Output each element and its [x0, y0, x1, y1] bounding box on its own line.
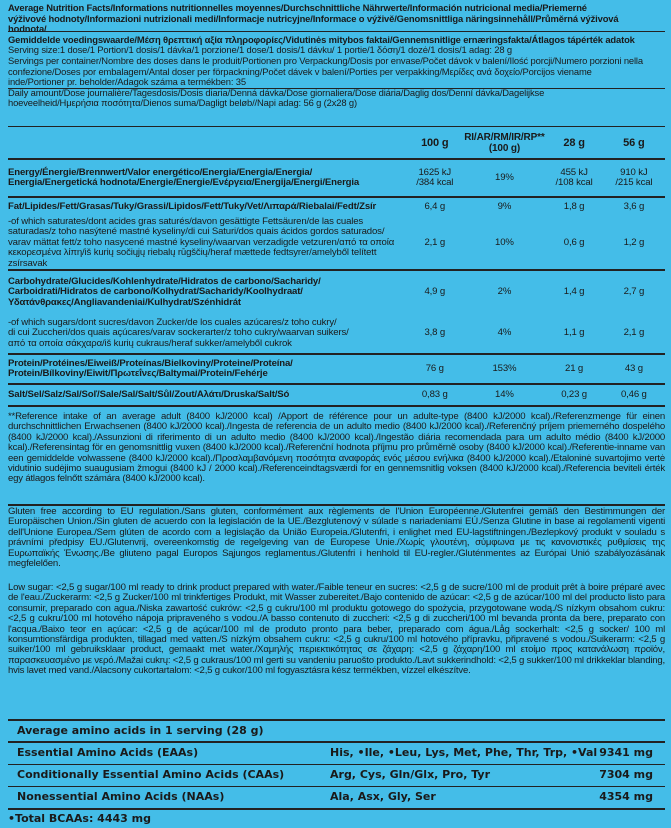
sugar-claims: Low sugar: <2,5 g sugar/100 ml ready to drink product prepared with water./Faible teneur en sucres: <2,5 g de sucre/100 ml de produit prêt à boire préparé avec de l'eau./Zuckerarm: <2,5 g Zucker/100 ml trinkfertiges Produkt, mit Wasser zubereitet./Bajo contenido de azúcar: <2,5 g de azúcar/100 ml del producto listo para consumir, preparado con agua./Niska zawartość cukrów: <2,5 g cukru/100 ml produktu gotowego do spożycia, przygotowane wodą./S nízkym obsahom cukru: <2,5 g cukru/100 ml hotového nápoja pripraveného s vodou./A basso contenuto di zuccheri: <2,5 g di zuccheri/100 ml bevanda pronta da bere, preparato con l'acqua./Baixo teor en açúcar: <2,5 g de açúcar/100 ml de produto pronto para beber, preparado com água./Låg sockerhalt: <2,5 g socker/ 100 ml konsumtionsfärdiga produkten, tillagad med vatten./S nízkým obsahem cukru: <2,5 g cukru/100 ml hotového přípravku, připravené s vodou./Suikerarm: <2,5 g suiker/100 ml gebruiksklaar product, gemaakt met water./Χαμηλής περιεκτικότητας σε ζάχαρη: <2,5 g ζάχαρη/100 ml ετοίμο πρoς κατανάλωση προϊόν, παρασκευασμένο με νερό./Mažai cukrų: <2,5 g cukraus/100 ml gerti su vandeniu paruošto produkto./Lavt sukkerindhold: <2,5 g sukker/100 ml drikkeklar blanding, hvis lavet med vand./Alacsony cukortartalom: <2,5 g cukor/100 ml fogyasztásra kész termékben, vízzel elkészítve. [8, 582, 665, 677]
bcaa-total: •Total BCAAs: 4443 mg [8, 812, 151, 825]
column-header: 100 g [406, 128, 463, 159]
column-header: 56 g [603, 128, 665, 159]
cell-value: 2,1 g [406, 217, 463, 270]
cell-value: 1,2 g [603, 217, 665, 270]
column-header: RI/AR/RM/IR/RP** (100 g) [463, 128, 545, 159]
cell-value: 3,6 g [623, 201, 645, 213]
row-label: Salt/Sel/Salz/Sal/Soľ/Sale/Sal/Salt/Sůl/Zout/Αλάτι/Druska/Salt/Só [8, 384, 406, 406]
divider [8, 126, 665, 127]
gluten-claims: Gluten free according to EU regulation./Sans gluten, conformément aux règlements de l'Union Européenne./Glutenfrei gemäß den Bestimmungen der Europäischen Union./Sin gluten de acuerdo con la legislación de la UE./Bezglutenový v súlade s nariadeniami EÚ./Senza Glutine in base ai regolamenti vigenti dell'Unione Europea./Sem glúten de acordo com a legislação da União Europeia./Glutenfri, i enlighet med EU-lagstiftningen./Bezlepkový produkt v souladu s právními předpisy EU./Glutenvrij, overeenkomstig de regelgeving van de Europese Unie./Χωρίς γλουτένη, σύμφωνα με τις κανονιστικές ρυθμίσεις της Ευρωπαϊκής Ένωσης./Be gliuteno pagal Europos Sąjungos reglamentus./Glutenfri i henhold til EU-regler./Gluténmentes az Európai Unió szabályozásának megfelelően. [8, 506, 665, 570]
cell-value: 455 kJ /108 kcal [545, 159, 602, 197]
table-row [8, 384, 665, 406]
cell-value: 14% [463, 384, 545, 406]
amino-row [8, 765, 665, 785]
daily-line: Daily amount/Dose journalière/Tagesdosis/Dosis diaria/Denná dávka/Dose giornaliera/Dose diária/Daglig dos/Denní dávka/Dagelijkse [8, 87, 545, 99]
amino-title: Average amino acids in 1 serving (28 g) [17, 724, 264, 737]
amino-group-name: Nonessential Amino Acids (NAAs) [17, 790, 225, 803]
table-row [8, 270, 665, 314]
amino-amount: 7304 mg [599, 768, 653, 781]
table-row [8, 217, 665, 270]
nutrition-table [8, 128, 665, 407]
divider [8, 88, 665, 89]
amino-amount: 9341 mg [599, 746, 653, 759]
amino-list: His, •Ile, •Leu, Lys, Met, Phe, Thr, Trp, •Val [330, 746, 598, 759]
cell-value: 10% [463, 217, 545, 270]
cell-value: 9% [497, 201, 512, 213]
serving-line: inde/Portioner pr. beholder/Adagok száma a termékben: 35 [8, 77, 246, 89]
cell-value: 1625 kJ /384 kcal [406, 159, 463, 197]
cell-value: 4,9 g [424, 286, 446, 298]
amino-row [8, 743, 665, 763]
amino-group-name: Essential Amino Acids (EAAs) [17, 746, 199, 759]
table-row [8, 314, 665, 354]
cell-value: 0,83 g [406, 384, 463, 406]
cell-value: 1,4 g [563, 286, 585, 298]
amino-acids-section [8, 721, 665, 828]
cell-value: 21 g [545, 354, 602, 384]
cell-value: 1,1 g [545, 314, 602, 354]
cell-value: 0,46 g [603, 384, 665, 406]
row-label: Carbohydrate/Glucides/Kohlenhydrate/Hidratos de carbono/Sacharidy/ Carboidrati/Hidratos de carbono/Kolhydrat/Sacharidy/Koolhydraat/ Υδατάνθρακες/Angliavandeniai/Kulhydrat/Szénhidrát [8, 275, 321, 308]
amino-list: Arg, Cys, Gln/Glx, Pro, Tyr [330, 768, 491, 781]
cell-value: 43 g [603, 354, 665, 384]
title-line: Average Nutrition Facts/Informations nutritionnelles moyennes/Durchschnittliche Nährwerte/Información nutricional media/Priemerné [8, 3, 587, 14]
cell-value: 0,23 g [545, 384, 602, 406]
cell-value: 1,8 g [563, 201, 585, 213]
row-label: Fat/Lipides/Fett/Grasas/Tuky/Grassi/Lipidos/Fett/Tuky/Vet/Λιπαρά/Riebalai/Fedt/Zsír [8, 201, 377, 213]
amino-total-row [8, 809, 665, 828]
row-label: Protein/Protéines/Eiweiß/Proteínas/Bielkoviny/Proteine/Proteína/ Protein/Bílkoviny/Eiwit/Πρωτεΐνες/Baltymai/Protein/Fehérje [8, 354, 406, 384]
cell-value: 76 g [406, 354, 463, 384]
amino-row [8, 787, 665, 807]
cell-value: 153% [463, 354, 545, 384]
row-label: -of which sugars/dont sucres/davon Zucker/de los cuales azúcares/z toho cukry/ di cui Zuccheri/dos quais açúcares/varav sockerarter/z toho cukry/waarvan suikers/ από τα οποία σάκχαρα/iš kurių cukraus/heraf sukker/amelyből cukrok [8, 314, 406, 354]
daily-line: hoeveelheid/Ημερήσια ποσότητα/Dienos suma/Dagligt beløb//Napi adag: 56 g (2x28 g) [8, 98, 357, 110]
column-header: 28 g [545, 128, 602, 159]
amino-list: Ala, Asx, Gly, Ser [330, 790, 436, 803]
serving-line: confezione/Doses por embalagem/Antal doser per förpackning/Počet dávek v balení/Porties per verpakking/Μερίδες ανά δοχείο/Porcijos viename [8, 66, 592, 78]
cell-value: 2% [497, 286, 512, 298]
cell-value: 3,8 g [406, 314, 463, 354]
table-header-row [8, 128, 665, 159]
reference-note: **Reference intake of an average adult (8400 kJ/2000 kcal) /Apport de référence pour un adulte-type (8400 kJ/2000 kcal)./Referenzmenge für einen durchschnittlichen Erwachsenen (8400 kJ/2000 kcal)./Ingesta de referencia de un adulto medio (8400 kJ/2000 kcal)./Referenčný príjem priemerného dospelého (8400 kJ/2000 kcal)./Assunzioni di riferimento di un adulto medio (8400 kJ/2000 kcal)./Ingestão diária recomendada para um adulto médio (8400 kJ/2000 kcal)./Referensintag för en genomsnittlig vuxen (8400 kJ/2000 kcal)./Referenční hodnota příjmu pro průměrně osoby (8400 kJ/2000 kcal)./Referentie-inname van een gemiddelde volwassene (8400 kJ/2000 kcal)./Προσλαμβανόμενη ποσότητα αναφοράς ενός μέσου ενήλικα (8400 kJ/2000 kcal)./Etaloninė suvartojimo vertė vidutinio sudėjimo suaugusiam žmogui (8400 kJ / 2000 kcal)./Referenceindtagsværdi for en gennemsnitlig voksen (8400 kJ/2000 kcal)./Referencia beviteli érték egy átlagos felnőtt számára (8400 kJ/2000 kcal). [8, 411, 665, 485]
table-row [8, 197, 665, 217]
divider [8, 31, 665, 32]
cell-value: 6,4 g [424, 201, 446, 213]
cell-value: 4% [463, 314, 545, 354]
cell-value: 19% [463, 159, 545, 197]
row-label: -of which saturates/dont acides gras saturés/davon gesättigte Fettsäuren/de las cuales saturadas/z toho nasýtené mastné kyseliny/di cui Saturi/dos quais ácidos gordos saturados/ varav mättat fett/z toho nasycené mastné kyseliny/waarvan verzadigde vetzuren/από τα οποία κεκορεσμένα λίπη/iš kurių sočiųjų riebalų rūgščių/heraf mættede fedtsyrer/amelyből telített zsírsavak [8, 217, 406, 270]
cell-value: 910 kJ /215 kcal [603, 159, 665, 197]
serving-line: Serving size:1 dose/1 Portion/1 dosis/1 dávka/1 porzione/1 dose/1 dosis/1 dávku/ 1 portie/1 δόση/1 dozė/1 dosis/1 adag: 28 g [8, 45, 512, 57]
label-header [8, 4, 652, 110]
amino-title-row [8, 721, 665, 741]
cell-value: 2,1 g [603, 314, 665, 354]
serving-line: Servings per container/Nombre des doses dans le produit/Portionen pro Verpackung/Dosis por envase/Počet dávok v balení/Ilość porcji/Numero porzioni nella [8, 55, 643, 67]
cell-value: 2,7 g [623, 286, 645, 298]
table-row [8, 159, 665, 197]
cell-value: 0,6 g [545, 217, 602, 270]
row-label: Energy/Énergie/Brennwert/Valor energético/Energia/Energia/Energia/ Energia/Energetická hodnota/Energie/Energie/Ενέργεια/Energija/Energi/Energia [8, 159, 406, 197]
table-row [8, 354, 665, 384]
amino-group-name: Conditionally Essential Amino Acids (CAAs) [17, 768, 285, 781]
title-line: výživové hodnoty/Informazioni nutrizionali medi/Informacje nutricyjne/Informace o výživě/Genomsnittliga näringsinnehåll/Průměrná výživová hodnota/ [8, 13, 619, 36]
amino-amount: 4354 mg [599, 790, 653, 803]
title-line: Gemiddelde voedingswaarde/Μέση θρεπτική αξία πληροφορίες/Vidutinės mitybos faktai/Gennemsnitlige ernæringsfakta/Átlagos tápérték adatok [8, 34, 635, 46]
